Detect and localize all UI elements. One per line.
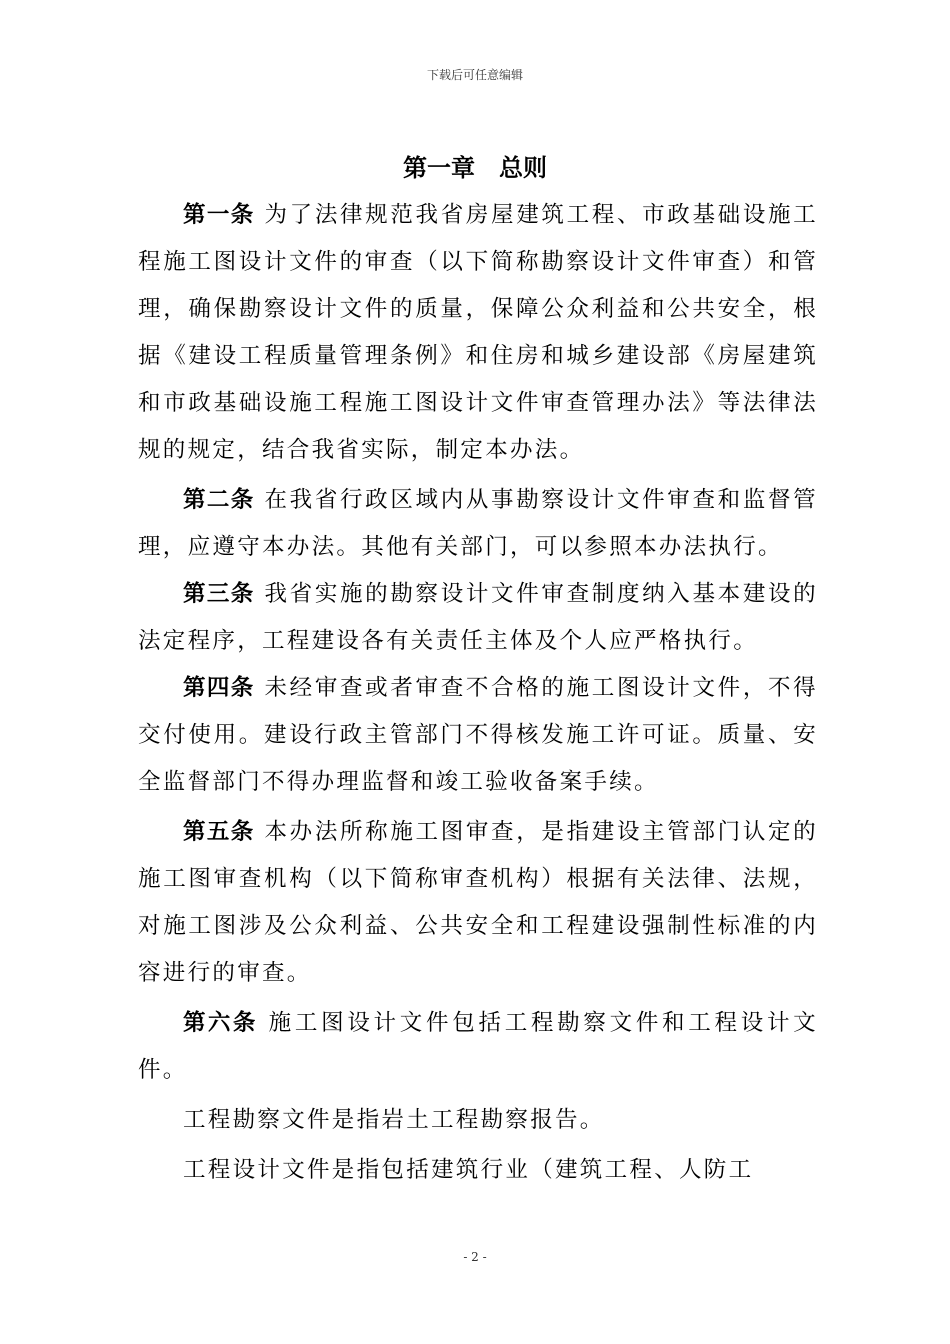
document-body [138,192,818,1194]
chapter-title: 第一章 总则 [403,154,547,182]
article-label: 第四条 [183,675,255,701]
article-text: 施工图设计文件包括工程勘察文件和工程设计文件。 [138,1010,818,1083]
article-1 [138,192,818,474]
article-4 [138,665,818,806]
article-label: 第六条 [183,1010,258,1036]
article-text: 在我省行政区域内从事勘察设计文件审查和监督管理，应遵守本办法。其他有关部门，可以参照本办法执行。 [138,487,818,560]
article-3 [138,571,818,665]
article-label: 第五条 [183,819,255,845]
page-header: 下载后可任意编辑 [426,68,523,82]
article-6 [138,1000,818,1094]
article-label: 第二条 [183,487,255,513]
article-text: 我省实施的勘察设计文件审查制度纳入基本建设的法定程序，工程建设各有关责任主体及个人应严格执行。 [138,581,818,654]
page-number: - 2 - [463,1250,487,1264]
paragraph: 工程勘察文件是指岩土工程勘察报告。 [183,1107,605,1133]
paragraph: 工程设计文件是指包括建筑行业（建筑工程、人防工 [183,1157,754,1183]
article-text: 本办法所称施工图审查，是指建设主管部门认定的施工图审查机构（以下简称审查机构）根据有关法律、法规，对施工图涉及公众利益、公共安全和工程建设强制性标准的内容进行的审查。 [138,819,818,986]
article-label: 第三条 [183,581,255,607]
article-5 [138,809,818,997]
article-label: 第一条 [183,202,255,228]
article-text: 为了法律规范我省房屋建筑工程、市政基础设施工程施工图设计文件的审查（以下简称勘察设计文件审查）和管理，确保勘察设计文件的质量，保障公众利益和公共安全，根据《建设工程质量管理条例》和住房和城乡建设部《房屋建筑和市政基础设施工程施工图设计文件审查管理办法》等法律法规的规定，结合我省实际，制定本办法。 [138,202,818,463]
article-2 [138,477,818,571]
article-text: 未经审查或者审查不合格的施工图设计文件，不得交付使用。建设行政主管部门不得核发施工许可证。质量、安全监督部门不得办理监督和竣工验收备案手续。 [138,675,818,795]
